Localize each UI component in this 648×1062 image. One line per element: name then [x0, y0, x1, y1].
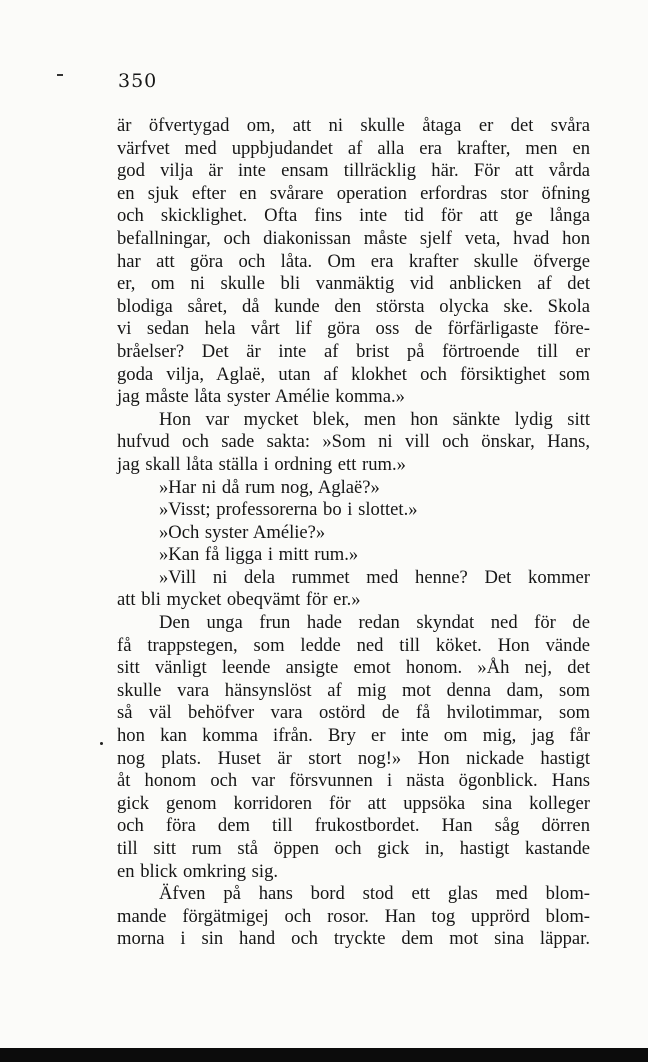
text-line: blodiga såret, då kunde den största olycka ske. Skola — [117, 295, 590, 317]
text-line: goda vilja, Aglaë, utan af klokhet och försiktighet som — [117, 363, 590, 385]
margin-mark — [57, 74, 63, 76]
margin-dot — [100, 742, 103, 745]
text-line: är öfvertygad om, att ni skulle åtaga er det svåra — [117, 115, 590, 136]
text-line: god vilja är inte ensam tillräcklig här. För att vårda — [117, 160, 590, 182]
text-line: bråelser? Det är inte af brist på förtroende till er — [117, 340, 590, 362]
text-line: värfvet med uppbjudandet af alla era krafter, men en — [117, 137, 590, 159]
text-line: och skicklighet. Ofta fins inte tid för att ge långa — [117, 205, 590, 227]
text-line: Den unga frun hade redan skyndat ned för de — [159, 612, 590, 634]
text-line: Hon var mycket blek, men hon sänkte lydig sitt — [159, 408, 590, 430]
text-line: »Har ni då rum nog, Aglaë?» — [159, 476, 380, 498]
text-line: morna i sin hand och tryckte dem mot sina läppar. — [117, 928, 590, 950]
text-line: »Kan få ligga i mitt rum.» — [159, 544, 359, 566]
text-line: en sjuk efter en svårare operation erfordras stor öfning — [117, 182, 590, 204]
text-line: har att göra och låta. Om era krafter skulle öfverge — [117, 250, 590, 272]
text-line: skulle vara hänsynslöst af mig mot denna dam, som — [117, 679, 590, 701]
text-line: gick genom korridoren för att uppsöka sina kolleger — [117, 792, 590, 814]
text-line: »Vill ni dela rummet med henne? Det kommer — [159, 566, 590, 588]
text-line: sitt vänligt leende ansigte emot honom. »Åh nej, det — [117, 657, 590, 679]
text-line: en blick omkring sig. — [117, 860, 279, 882]
text-line: att bli mycket obeqvämt för er.» — [117, 589, 361, 611]
body-text — [117, 115, 590, 951]
text-line: »Och syster Amélie?» — [159, 521, 326, 543]
text-line: jag skall låta ställa i ordning ett rum.» — [117, 453, 406, 475]
text-line: hon kan komma ifrån. Bry er inte om mig, jag får — [117, 725, 590, 747]
text-line: så väl behöfver vara ostörd de få hvilotimmar, som — [117, 702, 590, 724]
text-line: åt honom och var försvunnen i nästa ögonblick. Hans — [117, 770, 590, 792]
text-line: få trappstegen, som ledde ned till köket. Hon vände — [117, 634, 590, 656]
text-line: »Visst; professorerna bo i slottet.» — [159, 499, 418, 521]
text-line: Äfven på hans bord stod ett glas med blom- — [159, 883, 590, 905]
page-number: 350 — [118, 70, 158, 92]
scan-edge-bar — [0, 1048, 648, 1062]
text-line: mande förgätmigej och rosor. Han tog upprörd blom- — [117, 905, 590, 927]
text-line: jag måste låta syster Amélie komma.» — [117, 386, 405, 408]
text-line: och föra dem till frukostbordet. Han såg dörren — [117, 815, 590, 837]
text-line: vi sedan hela vårt lif göra oss de förfärligaste före- — [117, 318, 590, 340]
text-line: befallningar, och diakonissan måste sjelf veta, hvad hon — [117, 227, 590, 249]
text-line: hufvud och sade sakta: »Som ni vill och önskar, Hans, — [117, 431, 590, 453]
text-line: nog plats. Huset är stort nog!» Hon nickade hastigt — [117, 747, 590, 769]
text-line: till sitt rum stå öppen och gick in, hastigt kastande — [117, 838, 590, 859]
text-line: er, om ni skulle bli vanmäktig vid anblicken af det — [117, 273, 590, 295]
